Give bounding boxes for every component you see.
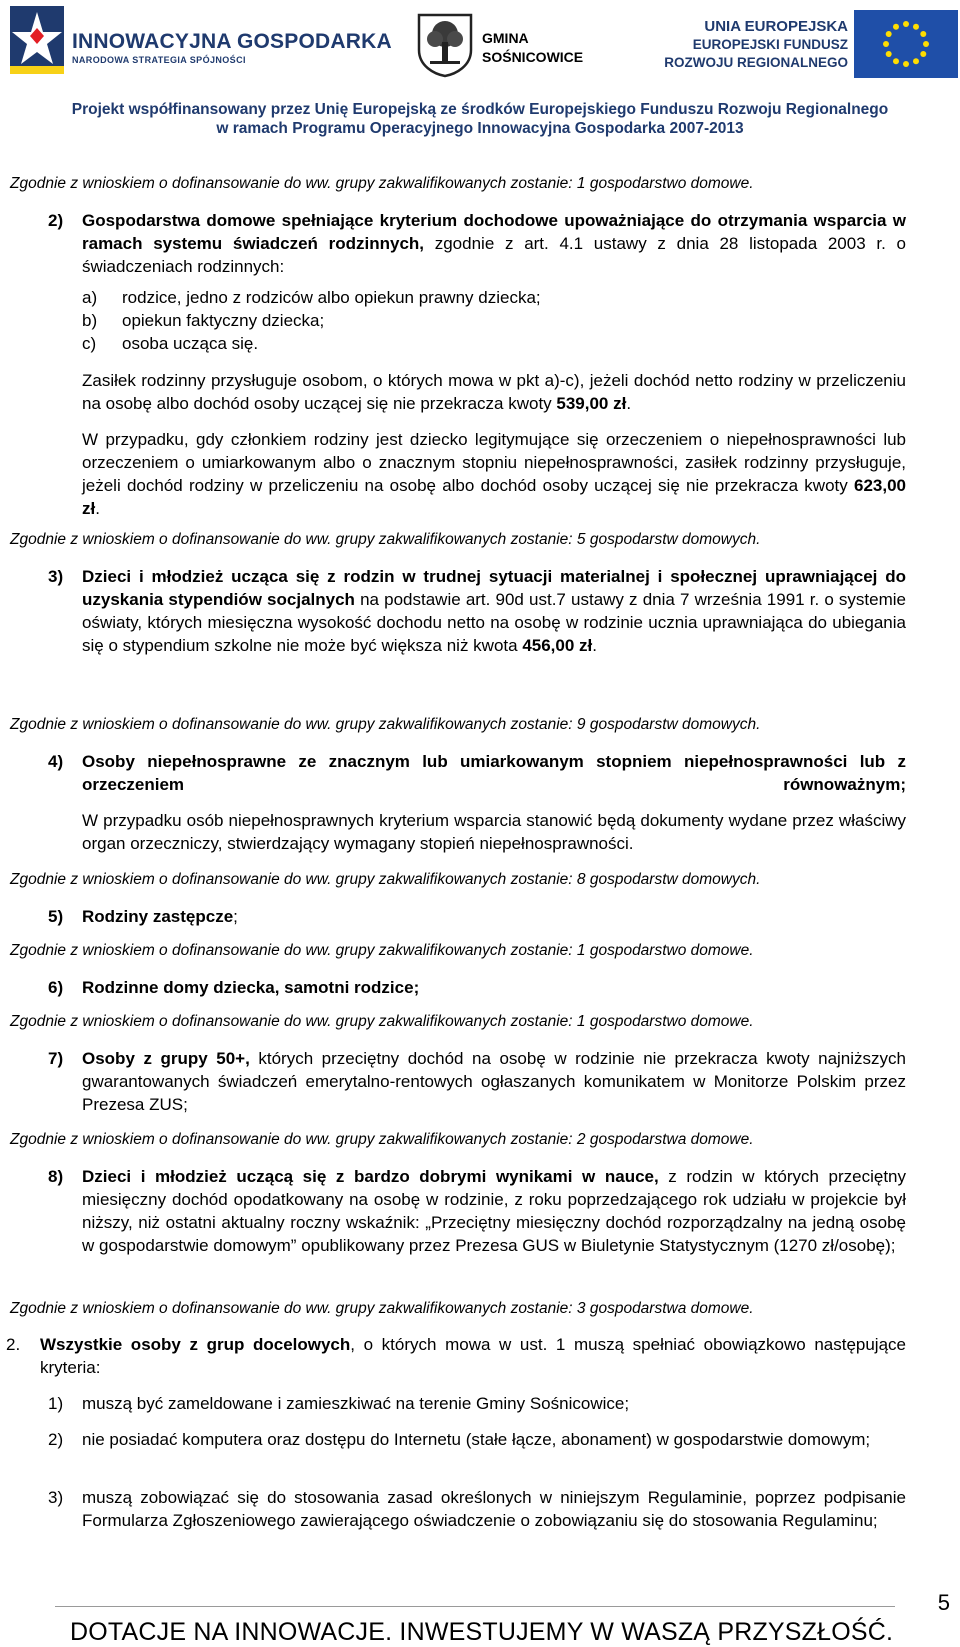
list-item-number: 7) <box>48 1049 64 1068</box>
sub-label-b: b) <box>82 311 98 330</box>
list-item-number: 4) <box>48 752 64 771</box>
gmina-logo <box>416 12 606 82</box>
paragraph-text: W przypadku, gdy członkiem rodziny jest dziecko legitymujące się orzeczeniem o niepełnosprawności lub orzeczeniem o umiarkowanym albo o znacznym stopniu niepełnosprawności, zasiłek rodzinny przysługuje, jeżeli dochód rodziny w przeliczeniu na osobę albo dochód osoby uczącej się nie przekracza kwoty <box>82 430 906 495</box>
item-text: ; <box>233 907 238 926</box>
list-item-2 <box>82 209 906 278</box>
eu-flag-icon <box>854 10 958 78</box>
paragraph-zasilek <box>82 369 906 415</box>
section-heading: Wszystkie osoby z grup docelowych <box>40 1335 351 1354</box>
amount: 623,00 zł <box>82 476 906 518</box>
list-item-number: 2) <box>48 211 64 230</box>
qualification-note: Zgodnie z wnioskiem o dofinansowanie do ww. grupy zakwalifikowanych zostanie: 8 gospodarstw domowych. <box>10 871 761 888</box>
project-line2: w ramach Programu Operacyjnego Innowacyjna Gospodarka 2007-2013 <box>216 120 744 137</box>
list-item-number: 8) <box>48 1167 64 1186</box>
list-item-8 <box>82 1165 906 1257</box>
header-logos <box>0 0 960 92</box>
qualification-note: Zgodnie z wnioskiem o dofinansowanie do ww. grupy zakwalifikowanych zostanie: 1 gospodarstwo domowe. <box>10 175 754 192</box>
item-text: z rodzin w których przeciętny miesięczny dochód opodatkowany na osobę w rodzinie, z roku poprzedzającego rok udziału w projekcie był niższy, niż ostatni aktualny roczny wskaźnik: „Przeciętny miesięczny dochód rozporządzalny na jedną osobę w gospodarstwie domowym” opublikowany przez Prezesa GUS w Biuletynie Statystycznym (1270 zł/osobę); <box>82 1167 906 1255</box>
section-text: , o których mowa w ust. 1 muszą spełniać obowiązkowo następujące kryteria: <box>40 1335 906 1377</box>
list-item-4-paragraph: W przypadku osób niepełnosprawnych kryterium wsparcia stanowić będą dokumenty wydane przez właściwy organ orzeczniczy, stwierdzający wymagany stopień niepełnosprawności. <box>82 811 906 853</box>
qualification-note: Zgodnie z wnioskiem o dofinansowanie do ww. grupy zakwalifikowanych zostanie: 9 gospodarstw domowych. <box>10 716 761 733</box>
period: . <box>95 499 100 518</box>
sub-label-a: a) <box>82 288 98 307</box>
amount: 539,00 zł <box>556 394 627 413</box>
eu-text <box>664 17 848 72</box>
item-heading: Rodziny zastępcze <box>82 907 234 926</box>
list-item-number: 5) <box>48 907 64 926</box>
period: . <box>626 394 632 413</box>
item-text: których przeciętny dochód na osobę w rodzinie nie przekracza kwoty najniższych gwarantowanych świadczeń emerytalno-rentowych ogłaszanych komunikatem w Monitorze Polskim przez Prezesa ZUS; <box>82 1049 906 1114</box>
qualification-note: Zgodnie z wnioskiem o dofinansowanie do ww. grupy zakwalifikowanych zostanie: 1 gospodarstwo domowe. <box>10 942 754 959</box>
item-text: na podstawie art. 90d ust.7 ustawy z dnia 7 września 1991 r. o systemie oświaty, których miesięczna wysokość dochodu netto na osobę w rodzinie ucznia uprawniająca do ubiegania się o stypendium szkolne nie może być większa niż kwota <box>82 590 906 655</box>
qualification-note: Zgodnie z wnioskiem o dofinansowanie do ww. grupy zakwalifikowanych zostanie: 2 gospodarstwa domowe. <box>10 1131 754 1148</box>
ig-title: INNOWACYJNA GOSPODARKA <box>72 30 392 53</box>
paragraph-text: Zasiłek rodzinny przysługuje osobom, o których mowa w pkt a)-c), jeżeli dochód netto rodziny w przeliczeniu na osobę albo dochód osoby uczącej się nie przekracza kwoty <box>82 371 906 413</box>
criterion-number: 3) <box>48 1488 64 1507</box>
period: . <box>592 636 597 655</box>
ig-star-icon <box>10 6 64 74</box>
footer-divider <box>55 1606 895 1607</box>
list-item-number: 6) <box>48 978 64 997</box>
eu-logo <box>662 10 958 80</box>
paragraph-przypadek <box>82 428 906 520</box>
sub-item-c: osoba ucząca się. <box>122 334 259 353</box>
item-heading: Gospodarstwa domowe spełniające kryterium dochodowe upoważniające do otrzymania wsparcia w ramach systemu świadczeń rodzinnych, <box>82 211 906 253</box>
amount: 456,00 zł <box>522 636 593 655</box>
eu-line2: EUROPEJSKI FUNDUSZ <box>692 37 848 52</box>
project-statement <box>0 100 960 138</box>
list-item-5 <box>82 905 906 928</box>
eu-line3: ROZWOJU REGIONALNEGO <box>664 55 848 70</box>
item-text: zgodnie z art. 4.1 ustawy z dnia 28 listopada 2003 r. o świadczeniach rodzinnych: <box>82 234 906 276</box>
item-heading: Osoby z grupy 50+, <box>82 1049 250 1068</box>
gmina-line1: GMINA <box>482 30 529 46</box>
list-item-number: 3) <box>48 567 64 586</box>
criterion-number: 2) <box>48 1430 64 1449</box>
list-item-3 <box>82 565 906 657</box>
sub-item-a: rodzice, jedno z rodziców albo opiekun prawny dziecka; <box>122 288 541 307</box>
innowacyjna-gospodarka-logo <box>10 6 392 76</box>
qualification-note: Zgodnie z wnioskiem o dofinansowanie do ww. grupy zakwalifikowanych zostanie: 1 gospodarstwo domowe. <box>10 1013 754 1030</box>
qualification-note: Zgodnie z wnioskiem o dofinansowanie do ww. grupy zakwalifikowanych zostanie: 3 gospodarstwa domowe. <box>10 1300 754 1317</box>
section-number: 2. <box>6 1335 21 1354</box>
criterion-1: muszą być zameldowane i zamieszkiwać na terenie Gminy Sośnicowice; <box>82 1394 630 1413</box>
list-item-6: Rodzinne domy dziecka, samotni rodzice; <box>82 978 420 997</box>
project-line1: Projekt współfinansowany przez Unię Europejską ze środków Europejskiego Funduszu Rozwoju Regionalnego <box>71 101 889 118</box>
footer-slogan: DOTACJE NA INNOWACJE. INWESTUJEMY W WASZĄ PRZYSZŁOŚĆ. <box>70 1618 894 1646</box>
tree-shield-icon <box>416 12 474 78</box>
criterion-number: 1) <box>48 1394 64 1413</box>
item-heading: Dzieci i młodzież uczącą się z bardzo dobrymi wynikami w nauce, <box>82 1167 659 1186</box>
eu-line1: UNIA EUROPEJSKA <box>704 18 848 35</box>
sub-item-b: opiekun faktyczny dziecka; <box>122 311 325 330</box>
item-heading: Dzieci i młodzież ucząca się z rodzin w trudnej sytuacji materialnej i społecznej uprawniającej do uzyskania stypendiów socjalnych <box>82 567 906 609</box>
sub-label-c: c) <box>82 334 97 353</box>
criterion-3: muszą zobowiązać się do stosowania zasad określonych w niniejszym Regulaminie, poprzez podpisanie Formularza Zgłoszeniowego zawierającego oświadczenie o zobowiązaniu się do stosowania Regulaminu; <box>82 1488 906 1530</box>
ig-subtitle: NARODOWA STRATEGIA SPÓJNOŚCI <box>72 55 246 65</box>
page-number: 5 <box>937 1590 950 1615</box>
gmina-line2: SOŚNICOWICE <box>482 49 584 65</box>
section-2 <box>40 1333 906 1379</box>
list-item-7 <box>82 1047 906 1116</box>
qualification-note: Zgodnie z wnioskiem o dofinansowanie do ww. grupy zakwalifikowanych zostanie: 5 gospodarstw domowych. <box>10 531 761 548</box>
list-item-4-heading: Osoby niepełnosprawne ze znacznym lub umiarkowanym stopniem niepełnosprawności lub z orzeczeniem równoważnym; <box>82 752 906 794</box>
criterion-2: nie posiadać komputera oraz dostępu do Internetu (stałe łącze, abonament) w gospodarstwie domowym; <box>82 1430 871 1449</box>
